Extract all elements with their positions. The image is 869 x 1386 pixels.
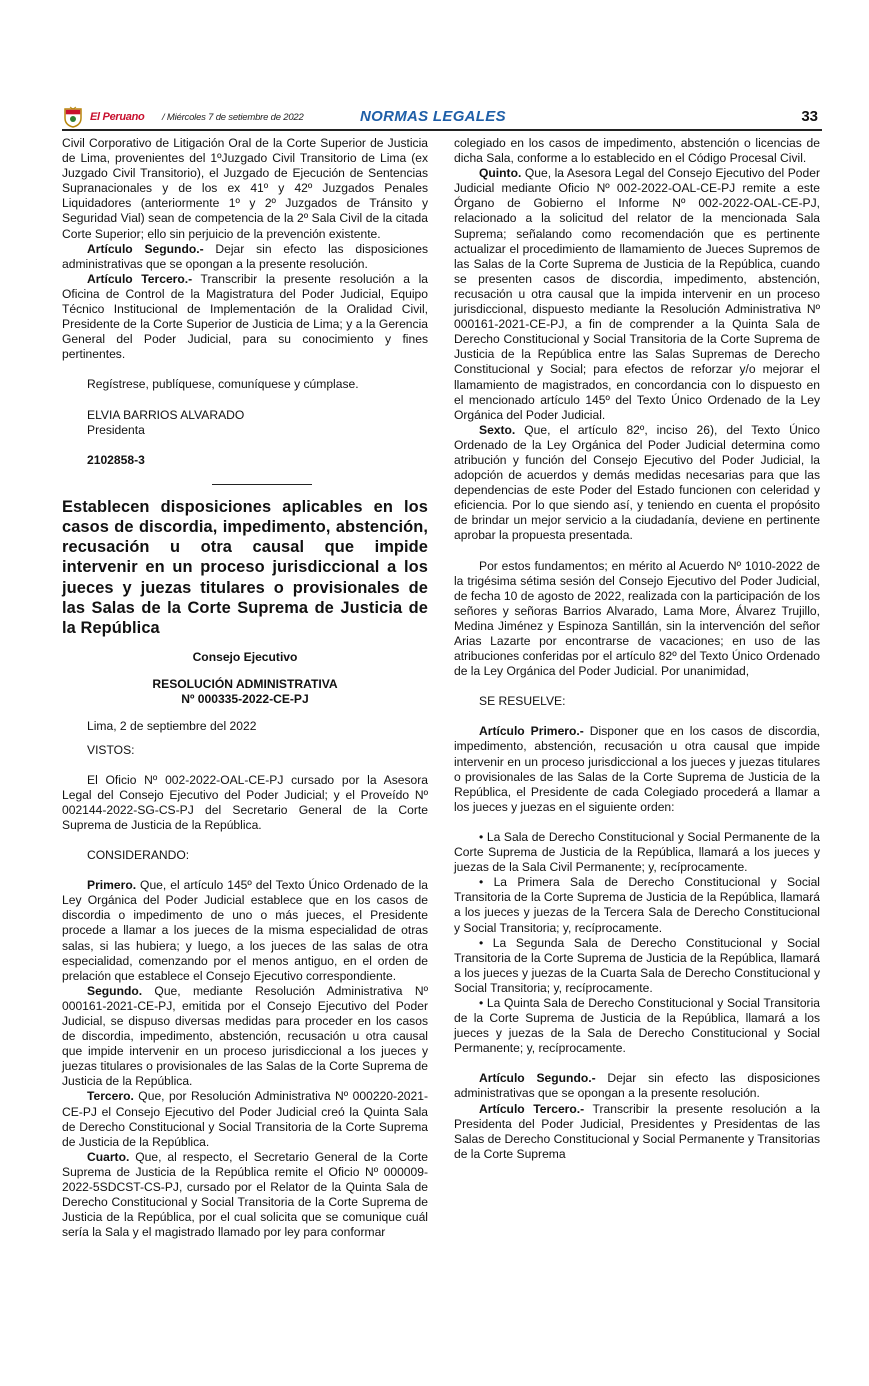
considerando-cuarto: [62, 1150, 428, 1241]
article-third: [454, 1102, 820, 1162]
article-second: [62, 242, 428, 272]
paragraph-lead: Segundo.: [87, 983, 143, 998]
paragraph-lead: Quinto.: [479, 166, 522, 181]
place-date: Lima, 2 de septiembre del 2022: [87, 719, 257, 734]
right-column: [454, 136, 820, 1162]
list-item: • La Segunda Sala de Derecho Constitucional y Social Transitoria de la Corte Suprema de Justicia de la República, llamará a los jueces y juezas de la Cuarta Sala de Derecho Constitucional y Social Transitoria; y, recíprocamente.: [454, 935, 820, 995]
vistos-heading: VISTOS:: [87, 742, 135, 757]
signer-role: Presidenta: [87, 422, 145, 437]
article-third: [62, 272, 428, 363]
section-title: NORMAS LEGALES: [360, 108, 506, 125]
article-text: Dejar sin efecto las disposiciones administrativas que se opongan a la presente resolución.: [62, 241, 428, 271]
list-item: • La Quinta Sala de Derecho Constitucional y Social Transitoria de la Corte Suprema de Justicia de la República, llamará a los jueces y juezas de la Sala de Derecho Constitucional y Social Permanente; y, recíprocamente.: [454, 995, 820, 1056]
header-rule: [62, 129, 822, 131]
considerando-segundo: [62, 984, 428, 1090]
document-code: 2102858-3: [87, 452, 145, 467]
paragraph-text: Que, el artículo 145º del Texto Único Ordenado de la Ley Orgánica del Poder Judicial establece que en los casos de discordia o impedimento de uno o más jueces, el Presidente procede a llamar a los jueces de la misma especialidad de otras salas, si las hubiera; y luego, a los jueces de las salas de otra especialidad, comenzando por el menos antiguo, en el orden de prelación que establece el Consejo Ejecutivo correspondiente.: [62, 878, 428, 983]
resolution-type: RESOLUCIÓN ADMINISTRATIVA: [152, 677, 338, 692]
page-number: 33: [801, 108, 818, 125]
article-lead: Artículo Tercero.-: [87, 271, 193, 286]
paragraph-lead: Tercero.: [87, 1089, 134, 1104]
paragraph-text: Que, por Resolución Administrativa Nº 000220-2021-CE-PJ el Consejo Ejecutivo del Poder Judicial creó la Quinta Sala de Derecho Constitucional y Social Transitoria de la Corte Suprema de Justicia de la República.: [62, 1089, 428, 1149]
paragraph-lead: Primero.: [87, 878, 137, 893]
paragraph-text: Que, mediante Resolución Administrativa Nº 000161-2021-CE-PJ, emitida por el Consejo Ejecutivo del Poder Judicial, se dispuso diversas medidas para proceder en los casos de discordia, impedimento, abstención, recusación u otra causal que impide intervenir en un proceso jurisdiccional a los jueces y juezas titulares o provisionales de las Salas de la Corte Suprema de Justicia de la República.: [62, 983, 428, 1089]
list-item: • La Primera Sala de Derecho Constitucional y Social Transitoria de la Corte Suprema de Justicia de la República, llamará a los jueces y juezas de la Tercera Sala de Derecho Constitucional y Social Transitoria; y, recíprocamente.: [454, 875, 820, 935]
article-first: [454, 724, 820, 815]
article-text: Transcribir la presente resolución a la Oficina de Control de la Magistratura del Poder Judicial, Equipo Técnico Institucional de Implementación de la Oralidad Civil, Presidente de la Corte Superior de Justicia de Lima; y a la Gerencia General del Poder Judicial, para su conocimiento y fines pertinentes.: [62, 271, 428, 362]
article-text: Disponer que en los casos de discordia, impedimento, abstención, recusación u otra causal que impide intervenir en un proceso jurisdiccional a los jueces y juezas titulares o provisionales de las Salas de la Corte Suprema de Justicia de la República, el Presidente de cada Colegiado procederá a llamar a los jueces y juezas en el siguiente orden:: [454, 724, 820, 814]
considerando-quinto: [454, 166, 820, 423]
continuation-paragraph: Civil Corporativo de Litigación Oral de la Corte Superior de Justicia de Lima, provenientes del 1ºJuzgado Civil Transitorio de Lima (ex Juzgado Civil Transitorio), el Juzgado de Ejecución de Sentencias Supranacionales y de los ex 41º y 42º Juzgados Penales Liquidadores (anteriormente 1º y 2º Juzgados de Tránsito y Seguridad Vial) sean de competencia de la 2º Sala Civil de la citada Corte Superior; ello sin perjuicio de la prevención existente.: [62, 136, 428, 241]
fundamentos-paragraph: Por estos fundamentos; en mérito al Acuerdo Nº 1010-2022 de la trigésima sétima sesión del Consejo Ejecutivo del Poder Judicial, de fecha 10 de agosto de 2022, realizada con la participación de los señores y señoras Barrios Alvarado, Lama More, Álvarez Trujillo, Medina Jiménez y Espinoza Santillán, sin la intervención del señor Arias Lazarte por encontrarse de vacaciones; en uso de las atribuciones conferidas por el artículo 82º del Texto Único Ordenado de la Ley Orgánica del Poder Judicial. Por unanimidad,: [454, 558, 820, 679]
page-header: [62, 106, 822, 128]
paragraph-lead: Sexto.: [479, 422, 516, 437]
considerando-tercero: [62, 1089, 428, 1149]
resuelve-heading: SE RESUELVE:: [479, 694, 566, 709]
vistos-text: El Oficio Nº 002-2022-OAL-CE-PJ cursado por la Asesora Legal del Consejo Ejecutivo del Poder Judicial; y el Proveído Nº 002144-2022-SG-CS-PJ del Secretario General de la Corte Suprema de Justicia de la República.: [62, 772, 428, 832]
paragraph-text: Que, la Asesora Legal del Consejo Ejecutivo del Poder Judicial mediante Oficio Nº 002-2022-OAL-CE-PJ remite a este Órgano de Gobierno el Informe Nº 002-2022-OAL-CE-PJ, relacionado a la solicitud del relator de la mencionada Sala Suprema; señalando como recomendación que es pertinente actualizar el procedimiento de llamamiento de Jueces Supremos de las Salas de la Corte Suprema de Justicia de la República, cuando se presenten casos de discordia, impedimento, abstención, recusación u otra causal que la impida intervenir en un proceso jurisdiccional, dispuesto mediante la Resolución Administrativa Nº 000161-2021-CE-PJ, a fin de comprender a la Quinta Sala de Derecho Constitucional y Social Transitoria de la Corte Suprema de Justicia de la República entre las Salas Supremas de Derecho Constitucional y Social; para efectos de reforzar y/o mejorar el llamamiento de magistrados, en concordancia con lo dispuesto en el mencionado artículo 145º del Texto Único Ordenado de la Ley Orgánica del Poder Judicial.: [454, 166, 820, 422]
section-separator: [212, 484, 312, 485]
resolution-number: Nº 000335-2022-CE-PJ: [181, 692, 309, 707]
article-lead: Artículo Tercero.-: [479, 1101, 585, 1116]
article-lead: Artículo Segundo.-: [479, 1071, 596, 1086]
signer-name: ELVIA BARRIOS ALVARADO: [87, 407, 245, 422]
article-lead: Artículo Primero.-: [479, 724, 584, 739]
continuation-paragraph: colegiado en los casos de impedimento, abstención o licencias de dicha Sala, conforme a lo establecido en el Código Procesal Civil.: [454, 136, 820, 166]
article-lead: Artículo Segundo.-: [87, 241, 204, 256]
coat-of-arms-icon: [62, 106, 84, 128]
considerando-sexto: [454, 423, 820, 544]
list-item: • La Sala de Derecho Constitucional y Social Permanente de la Corte Suprema de Justicia de la República, llamará a los jueces y juezas de la Sala Civil Permanente; y, recíprocamente.: [454, 829, 820, 875]
closing-formula: Regístrese, publíquese, comuníquese y cúmplase.: [87, 377, 359, 392]
publication-date: / Miércoles 7 de setiembre de 2022: [162, 112, 304, 123]
resolution-title: Establecen disposiciones aplicables en los casos de discordia, impedimento, abstención, recusación u otra causal que impide intervenir en un proceso jurisdiccional a los jueces y juezas titulares o provisionales de las Salas de la Corte Suprema de Justicia de la República: [62, 497, 428, 637]
article-second: [454, 1071, 820, 1101]
left-column: [62, 136, 428, 1240]
article-text: Transcribir la presente resolución a la Presidenta del Poder Judicial, Presidentes y Presidentas de las Salas de Derecho Constitucional y Social Permanente y Transitorias de la Corte Suprema: [454, 1101, 820, 1161]
article-text: Dejar sin efecto las disposiciones administrativas que se opongan a la presente resolución.: [454, 1071, 820, 1101]
paragraph-text: Que, el artículo 82º, inciso 26), del Texto Único Ordenado de la Ley Orgánica del Poder Judicial determina como atribución y función del Consejo Ejecutivo del Poder Judicial, la adopción de acuerdos y demás medidas necesarias para que las dependencias de este Poder del Estado funcionen con celeridad y eficiencia. Por lo que siendo así, y teniendo en cuenta el propósito de brindar un mejor servicio a la ciudadanía, deviene en pertinente aprobar la propuesta presentada.: [454, 422, 820, 543]
publication-name: El Peruano: [90, 111, 145, 123]
considerando-primero: [62, 878, 428, 984]
issuer: Consejo Ejecutivo: [192, 650, 298, 665]
paragraph-lead: Cuarto.: [87, 1149, 130, 1164]
considerando-heading: CONSIDERANDO:: [87, 848, 190, 863]
paragraph-text: Que, al respecto, el Secretario General de la Corte Suprema de Justicia de la República remite el Oficio Nº 000009-2022-5SDCST-CS-PJ, cursado por el Relator de la Quinta Sala de Derecho Constitucional y Social Transitoria de la Corte Suprema de Justicia de la República, por el cual solicita que se comunique cuál sería la Sala y el magistrado llamado por ley para conformar: [62, 1149, 428, 1240]
